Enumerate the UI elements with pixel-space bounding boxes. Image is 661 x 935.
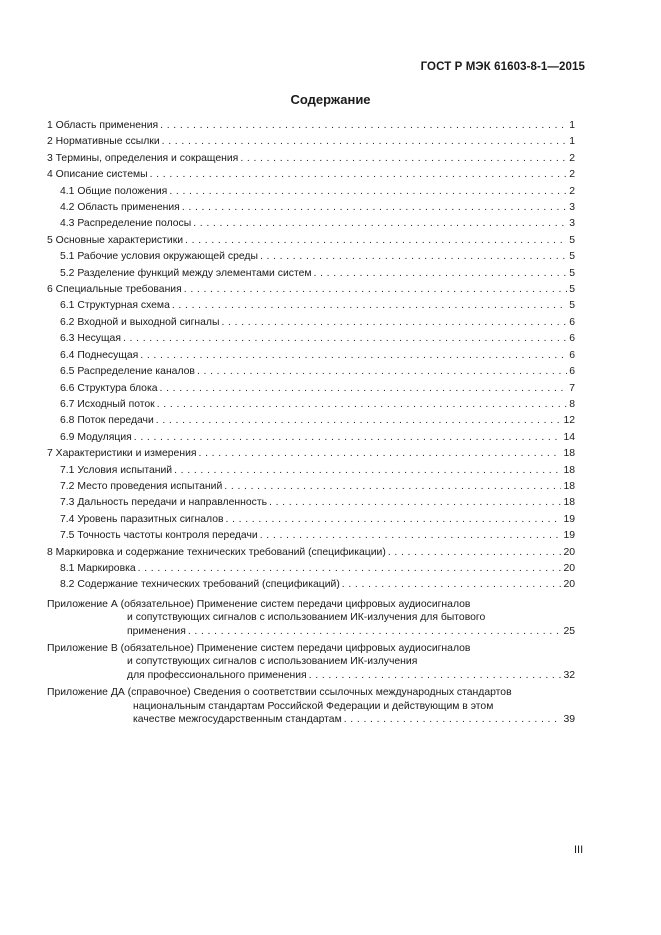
toc-entry-page: 5: [569, 284, 575, 296]
toc-subentry[interactable]: [47, 381, 575, 397]
toc-entry-page: 18: [563, 480, 575, 492]
toc-leader: [199, 446, 562, 462]
toc-appendix-b[interactable]: [47, 642, 575, 682]
toc-leader: [185, 233, 567, 249]
toc-leader: [240, 151, 567, 167]
toc-leader: [221, 315, 567, 331]
appendix-title-end: качестве межгосударственным стандартам: [133, 714, 342, 726]
toc-entry-page: 7: [569, 382, 575, 394]
toc-entry-page: 39: [563, 714, 575, 726]
toc-entry-page: 5: [569, 300, 575, 312]
toc-entry-label: 6 Специальные требования: [47, 284, 182, 296]
toc-leader: [309, 669, 562, 682]
toc-entry[interactable]: [47, 446, 575, 462]
toc-subentry[interactable]: [47, 577, 575, 593]
toc-entry-page: 25: [563, 625, 575, 637]
toc-entry-page: 5: [569, 251, 575, 263]
toc-entry-page: 2: [569, 152, 575, 164]
toc-subentry[interactable]: [47, 348, 575, 364]
page-title: Содержание: [290, 92, 371, 107]
toc-subentry[interactable]: [47, 249, 575, 265]
toc-entry-label: 4.1 Общие положения: [60, 185, 168, 197]
toc-subentry[interactable]: [47, 298, 575, 314]
toc-entry-page: 8: [569, 398, 575, 410]
toc-entry[interactable]: [47, 167, 575, 183]
toc-leader: [193, 216, 567, 232]
toc-leader: [260, 249, 567, 265]
toc-leader: [314, 266, 568, 282]
toc-entry-page: 18: [563, 448, 575, 460]
toc-entry-page: 3: [569, 218, 575, 230]
toc-entry-page: 32: [563, 669, 575, 681]
toc-entry-page: 18: [563, 497, 575, 509]
toc-entry-page: 20: [563, 579, 575, 591]
toc-leader: [197, 364, 567, 380]
toc-entry-page: 1: [569, 136, 575, 148]
toc-subentry[interactable]: [47, 216, 575, 232]
toc-entry-label: 3 Термины, определения и сокращения: [47, 152, 239, 164]
toc-leader: [160, 118, 567, 134]
appendix-title-end: для профессионального применения: [127, 669, 307, 681]
toc-entry-page: 18: [563, 464, 575, 476]
toc-entry[interactable]: [47, 134, 575, 150]
appendix-last-line: [47, 669, 575, 682]
appendix-last-line: [47, 713, 575, 726]
toc-entry[interactable]: [47, 233, 575, 249]
toc-entry-label: 6.3 Несущая: [60, 333, 121, 345]
toc-subentry[interactable]: [47, 528, 575, 544]
toc-leader: [169, 184, 567, 200]
toc-subentry[interactable]: [47, 397, 575, 413]
toc-entry-page: 6: [569, 366, 575, 378]
toc-leader: [134, 430, 562, 446]
toc-leader: [162, 134, 568, 150]
toc-subentry[interactable]: [47, 200, 575, 216]
toc-leader: [138, 561, 562, 577]
toc-entry[interactable]: [47, 118, 575, 134]
toc-entry-page: 3: [569, 202, 575, 214]
toc-entry-page: 5: [569, 234, 575, 246]
toc-entry-label: 6.4 Поднесущая: [60, 349, 139, 361]
page-number: III: [574, 844, 584, 856]
toc-entry[interactable]: [47, 151, 575, 167]
toc-leader: [224, 479, 561, 495]
toc-subentry[interactable]: [47, 315, 575, 331]
toc-leader: [160, 381, 568, 397]
toc-entry-page: 19: [563, 513, 575, 525]
appendix-last-line: [47, 625, 575, 638]
toc-entry-label: 2 Нормативные ссылки: [47, 136, 160, 148]
toc-leader: [388, 545, 562, 561]
toc-subentry[interactable]: [47, 331, 575, 347]
toc-entry-page: 20: [563, 562, 575, 574]
toc-leader: [226, 512, 562, 528]
toc-leader: [182, 200, 567, 216]
toc-entry-label: 6.8 Поток передачи: [60, 415, 154, 427]
toc-entry-page: 12: [563, 415, 575, 427]
toc-entry-page: 20: [563, 546, 575, 558]
toc-leader: [150, 167, 568, 183]
toc-entry-label: 6.2 Входной и выходной сигналы: [60, 316, 220, 328]
toc-entry-page: 6: [569, 349, 575, 361]
toc-entry-page: 6: [569, 316, 575, 328]
toc-entry-label: 7.5 Точность частоты контроля передачи: [60, 530, 258, 542]
toc-subentry[interactable]: [47, 364, 575, 380]
toc-entry-label: 6.9 Модуляция: [60, 431, 132, 443]
toc-entry-label: 6.7 Исходный поток: [60, 398, 155, 410]
document-header: ГОСТ Р МЭК 61603-8-1—2015: [420, 61, 585, 73]
toc-entry-label: 7.1 Условия испытаний: [60, 464, 173, 476]
toc-entry-page: 14: [563, 431, 575, 443]
toc-subentry[interactable]: [47, 479, 575, 495]
appendix-heading: Приложение А (обязательное) Применение систем передачи цифровых аудиосигналов: [47, 598, 471, 610]
toc-entry-label: 4.3 Распределение полосы: [60, 218, 192, 230]
toc-subentry[interactable]: [47, 495, 575, 511]
toc-entry-label: 7.2 Место проведения испытаний: [60, 480, 223, 492]
toc-appendix-da[interactable]: [47, 686, 575, 726]
toc-entry-page: 19: [563, 530, 575, 542]
toc-entry-label: 6.1 Структурная схема: [60, 300, 170, 312]
toc-entry-page: 2: [569, 185, 575, 197]
appendix-title-line: и сопутствующих сигналов с использованием ИК-излучения: [127, 656, 418, 668]
toc-subentry[interactable]: [47, 184, 575, 200]
toc-appendix-a[interactable]: [47, 598, 575, 638]
appendix-title-end: применения: [127, 625, 186, 637]
toc-leader: [157, 397, 567, 413]
toc-subentry[interactable]: [47, 561, 575, 577]
toc-entry[interactable]: [47, 282, 575, 298]
toc-entry-label: 8.2 Содержание технических требований (спецификаций): [60, 579, 340, 591]
toc-entry-label: 4.2 Область применения: [60, 202, 180, 214]
toc-subentry[interactable]: [47, 266, 575, 282]
toc-entry-page: 6: [569, 333, 575, 345]
table-of-contents: [47, 118, 575, 726]
toc-entry-label: 5.1 Рабочие условия окружающей среды: [60, 251, 258, 263]
toc-entry-label: 1 Область применения: [47, 120, 159, 131]
toc-leader: [140, 348, 567, 364]
toc-leader: [172, 298, 567, 314]
appendix-heading: Приложение ДА (справочное) Сведения о соответствии ссылочных международных стандартов: [47, 687, 512, 699]
toc-leader: [174, 463, 561, 479]
toc-entry-label: 4 Описание системы: [47, 169, 148, 181]
toc-entry-label: 5.2 Разделение функций между элементами систем: [60, 267, 312, 279]
toc-leader: [269, 495, 561, 511]
toc-entry-label: 7.4 Уровень паразитных сигналов: [60, 513, 224, 525]
toc-subentry[interactable]: [47, 463, 575, 479]
toc-leader: [260, 528, 562, 544]
appendix-title-line: национальным стандартам Российской Федерации и действующим в этом: [133, 700, 494, 712]
toc-leader: [344, 713, 562, 726]
toc-entry-label: 7 Характеристики и измерения: [47, 448, 197, 460]
toc-leader: [342, 577, 562, 593]
toc-leader: [184, 282, 567, 298]
appendix-title-line: и сопутствующих сигналов с использованием ИК-излучения для бытового: [127, 612, 486, 624]
toc-leader: [123, 331, 567, 347]
toc-subentry[interactable]: [47, 430, 575, 446]
appendix-heading: Приложение В (обязательное) Применение систем передачи цифровых аудиосигналов: [47, 643, 471, 654]
toc-entry-page: 5: [569, 267, 575, 279]
toc-leader: [188, 625, 562, 638]
toc-entry-label: 5 Основные характеристики: [47, 234, 184, 246]
toc-entry-page: 1: [569, 120, 575, 131]
toc-entry-label: 8 Маркировка и содержание технических требований (спецификации): [47, 546, 386, 558]
toc-entry-label: 6.6 Структура блока: [60, 382, 158, 394]
toc-leader: [156, 413, 562, 429]
toc-entry[interactable]: [47, 545, 575, 561]
toc-subentry[interactable]: [47, 413, 575, 429]
toc-entry-page: 2: [569, 169, 575, 181]
toc-entry-label: 7.3 Дальность передачи и направленность: [60, 497, 267, 509]
toc-entry-label: 8.1 Маркировка: [60, 562, 136, 574]
toc-entry-label: 6.5 Распределение каналов: [60, 366, 195, 378]
toc-subentry[interactable]: [47, 512, 575, 528]
